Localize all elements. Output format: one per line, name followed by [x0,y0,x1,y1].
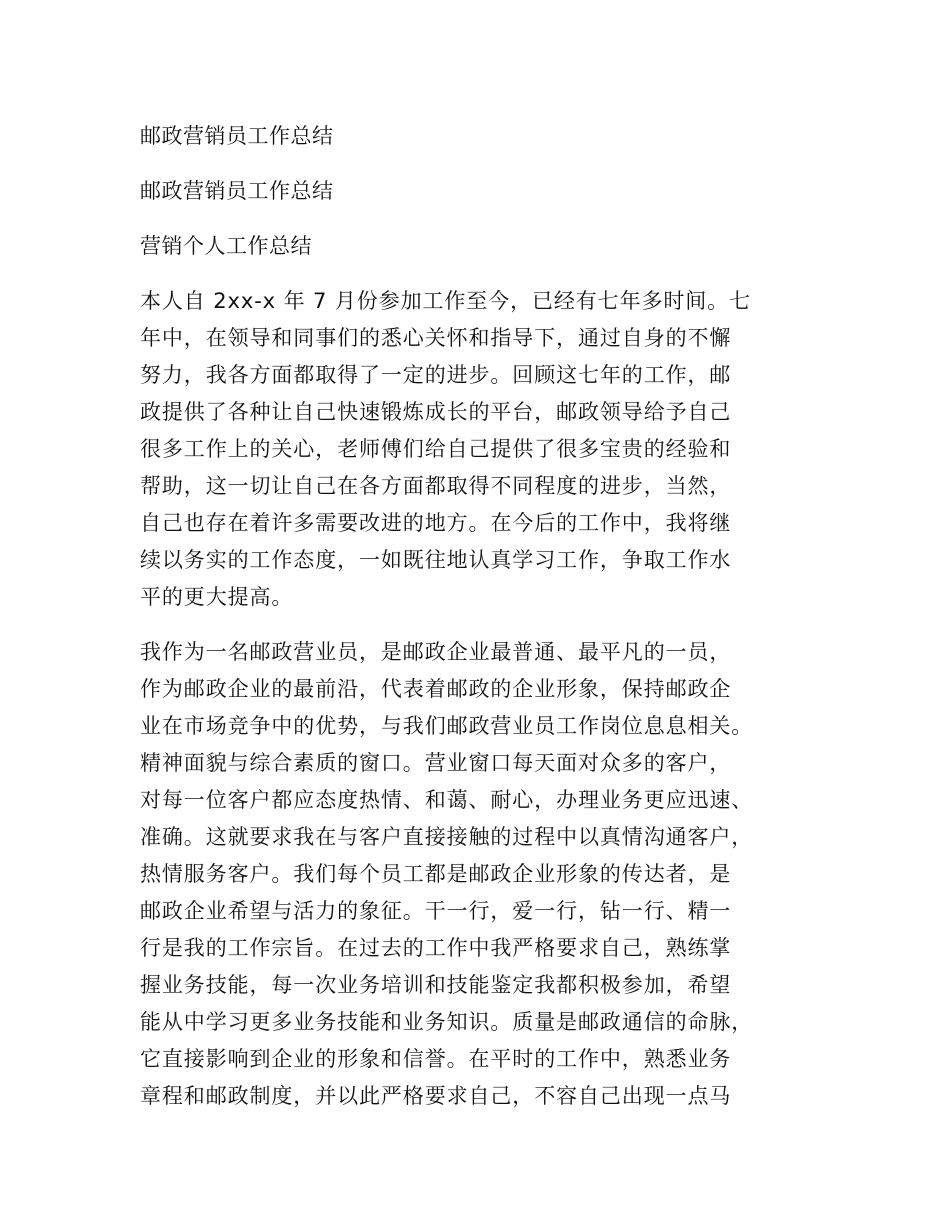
text-line: 对每一位客户都应态度热情、和蔼、耐心，办理业务更应迅速、 [140,788,754,812]
text-line: 自己也存在着许多需要改进的地方。在今后的工作中，我将继 [140,511,732,535]
text-line: 能从中学习更多业务技能和业务知识。质量是邮政通信的命脉， [140,1010,754,1034]
text-line: 帮助，这一切让自己在各方面都取得不同程度的进步，当然， [140,474,732,498]
text-line: 年中，在领导和同事们的悉心关怀和指导下，通过自身的不懈 [140,326,732,350]
text-line: 我作为一名邮政营业员，是邮政企业最普通、最平凡的一员， [140,640,732,664]
text-line: 章程和邮政制度，并以此严格要求自己，不容自己出现一点马 [140,1084,732,1108]
text-line: 作为邮政企业的最前沿，代表着邮政的企业形象，保持邮政企 [140,677,732,701]
text-line: 努力，我各方面都取得了一定的进步。回顾这七年的工作，邮 [140,363,732,387]
paragraph-role [140,634,820,1115]
text-line: 很多工作上的关心，老师傅们给自己提供了很多宝贵的经验和 [140,437,732,461]
text-line: 握业务技能，每一次业务培训和技能鉴定我都积极参加，希望 [140,973,732,997]
text-line: 业在市场竞争中的优势，与我们邮政营业员工作岗位息息相关。 [140,714,754,738]
text-line: 热情服务客户。我们每个员工都是邮政企业形象的传达者，是 [140,862,732,886]
paragraph-intro [140,283,820,616]
text-line: 平的更大提高。 [140,585,294,609]
text-line: 续以务实的工作态度，一如既往地认真学习工作，争取工作水 [140,548,732,572]
document-title: 邮政营销员工作总结 [140,124,334,148]
document-subtitle: 营销个人工作总结 [140,234,312,258]
text-line: 邮政企业希望与活力的象征。干一行，爱一行，钻一行、精一 [140,899,732,923]
document-body [140,118,820,1133]
document-title-repeat: 邮政营销员工作总结 [140,179,334,203]
text-line: 政提供了各种让自己快速锻炼成长的平台，邮政领导给予自己 [140,400,732,424]
text-line: 它直接影响到企业的形象和信誉。在平时的工作中，熟悉业务 [140,1047,732,1071]
text-line: 精神面貌与综合素质的窗口。营业窗口每天面对众多的客户， [140,751,732,775]
text-line: 本人自 2xx-x 年 7 月份参加工作至今，已经有七年多时间。七 [140,289,751,313]
text-line: 行是我的工作宗旨。在过去的工作中我严格要求自己，熟练掌 [140,936,732,960]
text-line: 准确。这就要求我在与客户直接接触的过程中以真情沟通客户， [140,825,754,849]
